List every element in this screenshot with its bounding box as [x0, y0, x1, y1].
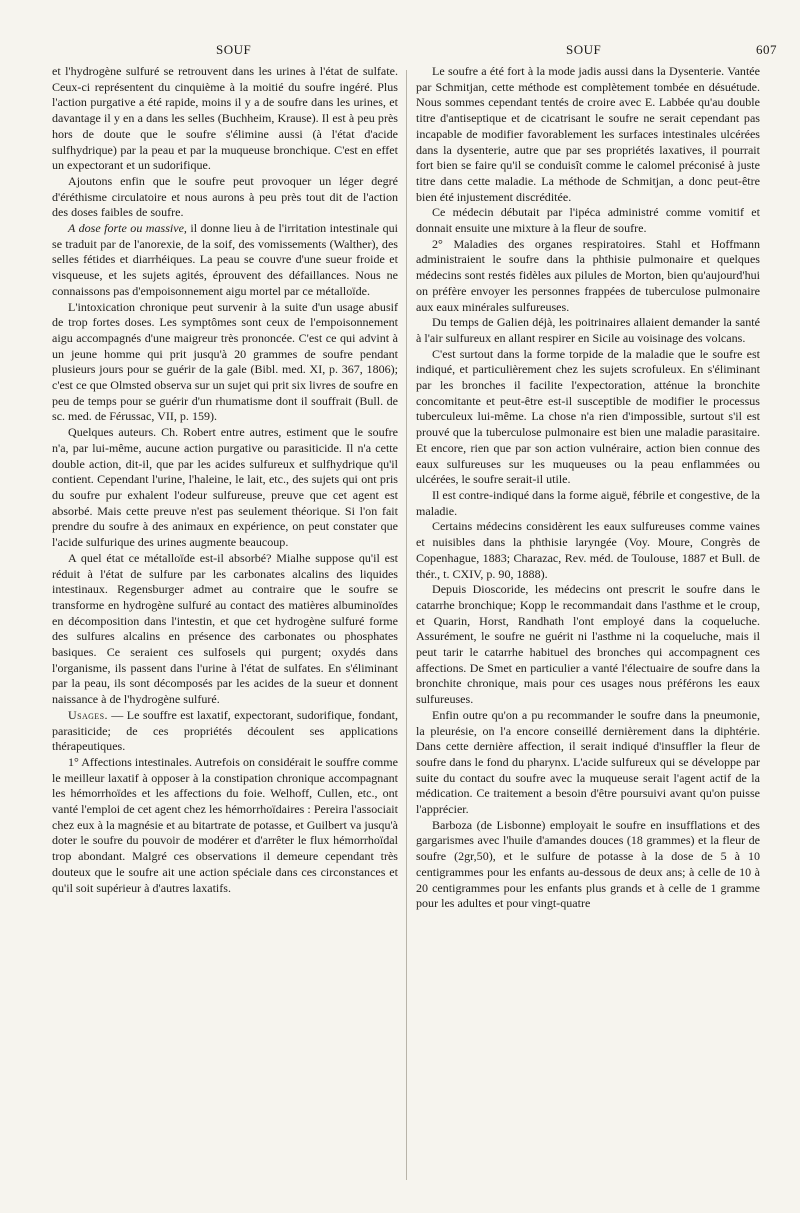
paragraph: Usages. — Le souffre est laxatif, expectorant, sudorifique, fondant, parasiticide; de ces propriétés découlent ses applications thérapeutiques.	[52, 707, 398, 754]
right-column	[416, 64, 760, 912]
paragraph: C'est surtout dans la forme torpide de la maladie que le soufre est indiqué, et particulièrement chez les sujets scrofuleux. En s'éliminant par les bronches il facilite l'expectoration, atténue la bronchite concomitante et peut-être est-il susceptible de modifier le processus tuberculeux lui-même. La chose n'a rien d'impossible, surtout s'il est prouvé que la tuberculose pulmonaire est bien une maladie parasitaire. Et encore, rien que par son action vulnéraire, action bien connue des eaux sulfureuses sur les muqueuses ou la peau enflammées ou ulcérées, le soufre serait-il utile.	[416, 346, 760, 487]
paragraph: Certains médecins considèrent les eaux sulfureuses comme vaines et nuisibles dans la phthisie laryngée (Voy. Moure, Congrès de Copenhague, 1883; Charazac, Rev. méd. de Toulouse, 1887 et Bull. de thér., t. CXIV, p. 90, 1888).	[416, 519, 760, 581]
paragraph: Quelques auteurs. Ch. Robert entre autres, estiment que le soufre n'a, par lui-même, aucune action purgative ou parasiticide. Il n'a cette double action, dit-il, que par les acides sulfureux et sulfhydrique qu'il contient. Cependant l'urine, l'haleine, le lait, etc., des sujets qui ont pris du soufre pur exhalent l'odeur sulfureuse, preuve que cet agent est absorbé. Mais cette preuve n'est pas seulement théorique. Si l'on fait prendre du soufre à des animaux en expérience, on peut constater que l'acide sulfurique des urines augmente beaucoup.	[52, 425, 398, 550]
paragraph: et l'hydrogène sulfuré se retrouvent dans les urines à l'état de sulfate. Ceux-ci représentent du cinquième à la moitié du soufre ingéré. Plus l'action purgative a été rapide, moins il y a de soufre dans les urines, et davantage il y en a dans les selles (Buchheim, Krause). Il est à peu près hors de doute que le soufre s'élimine aussi (à l'état d'acide sulfhydrique) par la peau et par la muqueuse bronchique. C'est en effet un expectorant et un sudorifique.	[52, 64, 398, 173]
paragraph: Ajoutons enfin que le soufre peut provoquer un léger degré d'éréthisme circulatoire et nous aurons à peu près tout dit de l'action des doses faibles de soufre.	[52, 173, 398, 220]
paragraph: A quel état ce métalloïde est-il absorbé? Mialhe suppose qu'il est réduit à l'état de sulfure par les carbonates alcalins des liquides intestinaux. Regensburger admet au contraire que le soufre se transforme en hydrogène sulfuré au contact des matières albuminoïdes en décomposition dans l'intestin, et que cet hydrogène sulfuré forme des sulfures alcalins en présence des carbonates ou phosphates basiques. Ce seraient ces sulfosels qui purgent; oxydés dans l'organisme, ils passent dans l'urine à l'état de sulfates. En s'éliminant par la peau, ils sont décomposés par les acides de la sueur et donnent naissance à de l'hydrogène sulfuré.	[52, 550, 398, 707]
paragraph: L'intoxication chronique peut survenir à la suite d'un usage abusif de trop fortes doses. Les symptômes sont ceux de l'empoisonnement aigu accompagnés d'une maigreur très prononcée. C'est ce qui advint à un jeune homme qui prit jusqu'à 20 grammes de soufre pendant plusieurs jours pour se guérir de la gale (Bibl. med. XI, p. 367, 1806); c'est ce que Olmsted observa sur un sujet qui prit six livres de soufre en peu de temps pour se guérir d'un rhumatisme dont il souffrait (Bull. de sc. med. de Férussac, VII, p. 159).	[52, 299, 398, 424]
paragraph: Barboza (de Lisbonne) employait le soufre en insufflations et des gargarismes avec l'huile d'amandes douces (18 grammes) et la fleur de soufre (2gr,50), et le sulfure de potasse à la dose de 5 à 10 centigrammes pour les enfants au-dessous de deux ans; à celle de 10 à 20 centigrammes pour les enfants plus grands et à celle de 1 gramme pour les adultes et pour vingt-quatre	[416, 817, 760, 911]
paragraph: Ce médecin débutait par l'ipéca administré comme vomitif et donnait ensuite une mixture à la fleur de soufre.	[416, 205, 760, 236]
paragraph: Le soufre a été fort à la mode jadis aussi dans la Dysenterie. Vantée par Schmitjan, cette méthode est complètement tombée en désuétude. Nous sommes cependant tentés de croire avec E. Labbée qu'au double titre d'antiseptique et de cicatrisant le soufre ne serait cependant pas incapable de modifier favorablement les surfaces intestinales ulcérées dans la dysenterie, autre que par ses propriétés laxatives, il pourrait fort bien se faire qu'il se conduisît comme le calomel préconisé à juste titre dans cette maladie. La méthode de Schmitjan, a donc peut-être bien été injustement discréditée.	[416, 64, 760, 204]
paragraph: Du temps de Galien déjà, les poitrinaires allaient demander la santé à l'air sulfureux en allant respirer en Sicile au voisinage des volcans.	[416, 315, 760, 345]
paragraph: Il est contre-indiqué dans la forme aiguë, fébrile et congestive, de la maladie.	[416, 487, 760, 518]
paragraph: 2° Maladies des organes respiratoires. Stahl et Hoffmann administraient le soufre dans la phthisie pulmonaire et quelques médecins sont restés fidèles aux pilules de Morton, bien qu'aujourd'hui on préfère envoyer les personnes frappées de tuberculose pulmonaire aux eaux minérales sulfureuses.	[416, 236, 760, 314]
left-column	[52, 64, 398, 896]
paragraph: Enfin outre qu'on a pu recommander le soufre dans la pneumonie, la pleurésie, on l'a encore conseillé dernièrement dans la diphtérie. Dans cette dernière affection, il serait indiqué d'insuffler la fleur de soufre dans le fond du pharynx. L'acide sulfureux qui se développe par suite du contact du soufre avec la muqueuse serait l'agent actif de la médication. Ce traitement a besoin d'être poursuivi avant qu'on puisse l'apprécier.	[416, 707, 760, 817]
running-head-left: SOUF	[216, 42, 252, 57]
running-head-right: SOUF	[566, 42, 602, 57]
paragraph: Depuis Dioscoride, les médecins ont prescrit le soufre dans le catarrhe bronchique; Kopp le recommandait dans l'asthme et le croup, et Quarin, Horst, Randhath l'ont employé dans la coqueluche. Assurément, le soufre ne guérit ni l'asthme ni la coqueluche, mais il peut tarir le catarrhe habituel des bronches qui accompagnent ces affections. De Smet en particulier a vanté l'électuaire de soufre dans la bronchite chronique, mais pour ces usages nous préférons les eaux sulfureuses.	[416, 582, 760, 707]
page-number: 607	[756, 42, 777, 57]
column-divider	[406, 70, 407, 1180]
paragraph: 1° Affections intestinales. Autrefois on considérait le souffre comme le meilleur laxatif à opposer à la constipation chronique accompagnant les hémorrhoïdes et les affections du foie. Welhoff, Cullen, etc., ont vanté l'emploi de cet agent chez les hémorrhoïdaires : Pereira l'associait chez eux à la magnésie et au bitartrate de potasse, et Guilbert va jusqu'à doter le soufre du pouvoir de modérer et d'arrêter le flux hémorrhoïdal trop abondant. Malgré ces observations il demeure cependant très douteux que le soufre ait une action spéciale dans ces circonstances et qu'il soit supérieur à d'autres laxatifs.	[52, 754, 398, 895]
paragraph: A dose forte ou massive, il donne lieu à de l'irritation intestinale qui se traduit par de l'anorexie, de la soif, des vomissements (Walther), des selles fétides et diarrhéiques. La peau se couvre d'une sueur froide et visqueuse, et les sujets agités, éprouvent des défaillances. Nous ne connaissons pas d'empoisonnement aigu mortel par ce métalloïde.	[52, 221, 398, 298]
